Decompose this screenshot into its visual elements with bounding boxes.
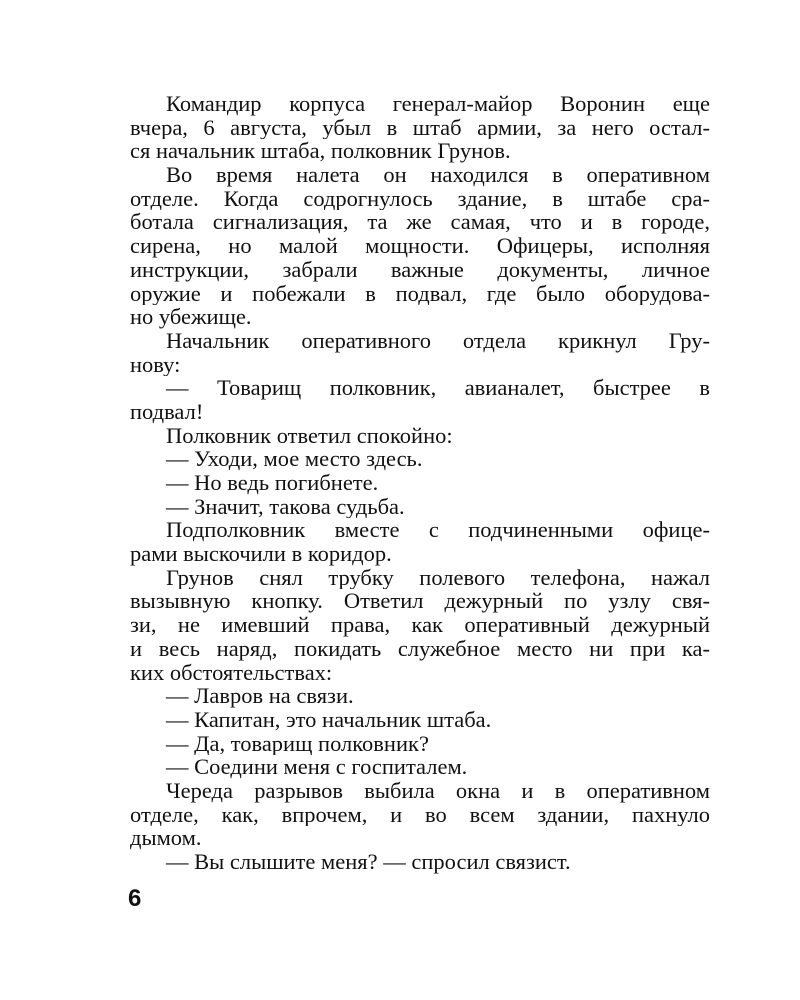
text-line: — Вы слышите меня? — спросил связист. (166, 850, 571, 874)
text-line: сирена, но малой мощности. Офицеры, исполняя (130, 234, 710, 258)
text-line: отделе. Когда содрогнулось здание, в штабе сра- (130, 186, 710, 211)
text-line: вызывную кнопку. Ответил дежурный по узлу свя- (130, 589, 710, 614)
text-line: отделе, как, впрочем, и во всем здании, пахнуло (130, 802, 710, 827)
text-line: рами выскочили в коридор. (130, 542, 392, 566)
text-line: — Соедини меня с госпиталем. (166, 755, 468, 779)
text-line: ся начальник штаба, полковник Грунов. (130, 139, 511, 164)
text-line: — Да, товарищ полковник? (166, 731, 429, 756)
text-line: — Товарищ полковник, авианалет, быстрее в (166, 376, 710, 400)
text-line: — Лавров на связи. (166, 684, 354, 708)
text-line: Грунов снял трубку полевого телефона, нажал (166, 565, 710, 590)
text-line: — Капитан, это начальник штаба. (166, 707, 492, 732)
text-line: подвал! (130, 399, 204, 424)
text-line: Подполковник вместе с подчиненными офице- (166, 518, 710, 543)
text-line: Командир корпуса генерал-майор Воронин еще (166, 92, 710, 116)
text-line: и весь наряд, покидать служебное место ни при ка- (130, 636, 710, 661)
text-line: — Но ведь погибнете. (166, 471, 379, 495)
text-line: Череда разрывов выбила окна и в оперативном (166, 778, 710, 803)
text-line: ботала сигнализация, та же самая, что и в городе, (130, 210, 710, 235)
text-line: Начальник оперативного отдела крикнул Гру- (166, 328, 710, 353)
body-text (130, 92, 710, 874)
text-line: но убежище. (130, 305, 252, 329)
text-line: зи, не имевший права, как оперативный дежурный (130, 613, 710, 637)
text-line: нову: (130, 352, 181, 377)
text-line: ких обстоятельствах: (130, 660, 333, 685)
text-line: — Уходи, мое место здесь. (166, 447, 423, 471)
text-line: оружие и побежали в подвал, где было оборудова- (130, 281, 710, 306)
text-line: Во время налета он находился в оперативном (166, 163, 710, 187)
text-line: инструкции, забрали важные документы, личное (130, 257, 710, 282)
page-number: 6 (128, 885, 142, 912)
text-line: — Значит, такова судьба. (166, 494, 405, 519)
text-line: дымом. (130, 826, 202, 850)
text-line: вчера, 6 августа, убыл в штаб армии, за него остал- (130, 115, 710, 140)
text-line: Полковник ответил спокойно: (166, 423, 453, 448)
